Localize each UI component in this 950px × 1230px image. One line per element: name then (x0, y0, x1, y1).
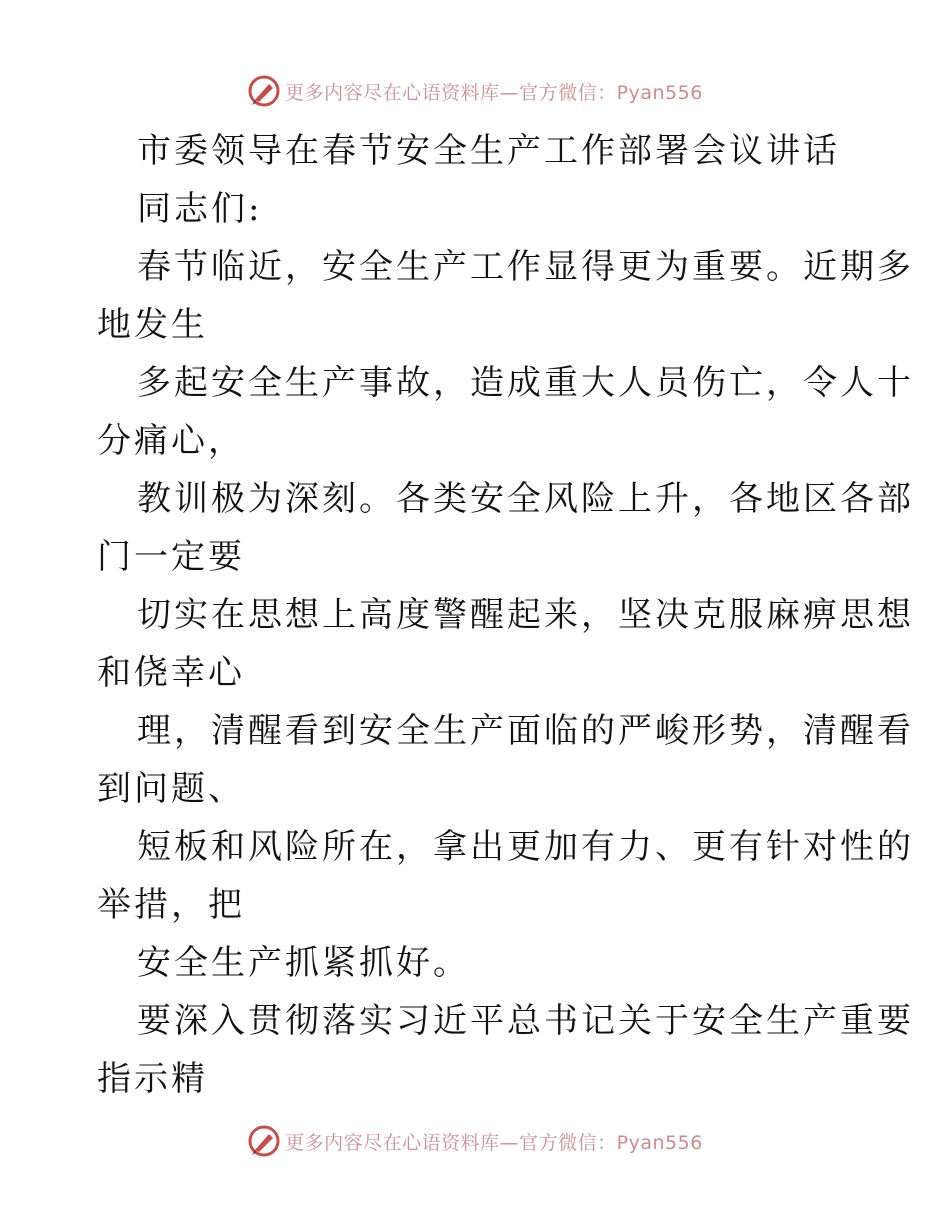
paragraph-line: 教训极为深刻。各类安全风险上升，各地区各部 (137, 479, 914, 519)
salutation: 同志们: (137, 189, 263, 229)
footer-banner (0, 1121, 950, 1161)
paragraph-line: 理，清醒看到安全生产面临的严峻形势，清醒看 (137, 711, 914, 751)
pen-logo-icon (247, 1124, 281, 1158)
paragraph-line: 门一定要 (97, 537, 245, 577)
footer-banner-text: 更多内容尽在心语资料库—官方微信：Pyan556 (285, 1131, 703, 1154)
header-banner (0, 71, 950, 111)
paragraph-line: 春节临近，安全生产工作显得更为重要。近期多 (137, 247, 914, 287)
document-body (97, 122, 914, 1108)
paragraph-line: 多起安全生产事故，造成重大人员伤亡，令人十 (137, 363, 914, 403)
paragraph-line: 到问题、 (97, 769, 245, 809)
header-banner-text: 更多内容尽在心语资料库—官方微信：Pyan556 (285, 81, 703, 104)
pen-logo-icon (247, 74, 281, 108)
paragraph-line: 短板和风险所在，拿出更加有力、更有针对性的 (137, 827, 914, 867)
paragraph-line: 要深入贯彻落实习近平总书记关于安全生产重要 (137, 1001, 914, 1041)
paragraph-line: 和侥幸心 (97, 653, 245, 693)
paragraph-line: 分痛心， (97, 421, 245, 461)
paragraph-line: 举措，把 (97, 885, 245, 925)
paragraph-line: 安全生产抓紧抓好。 (137, 943, 470, 983)
paragraph-line: 切实在思想上高度警醒起来，坚决克服麻痹思想 (137, 595, 914, 635)
document-title: 市委领导在春节安全生产工作部署会议讲话 (137, 131, 840, 171)
paragraph-line: 地发生 (97, 305, 208, 345)
paragraph-line: 指示精 (97, 1059, 208, 1099)
